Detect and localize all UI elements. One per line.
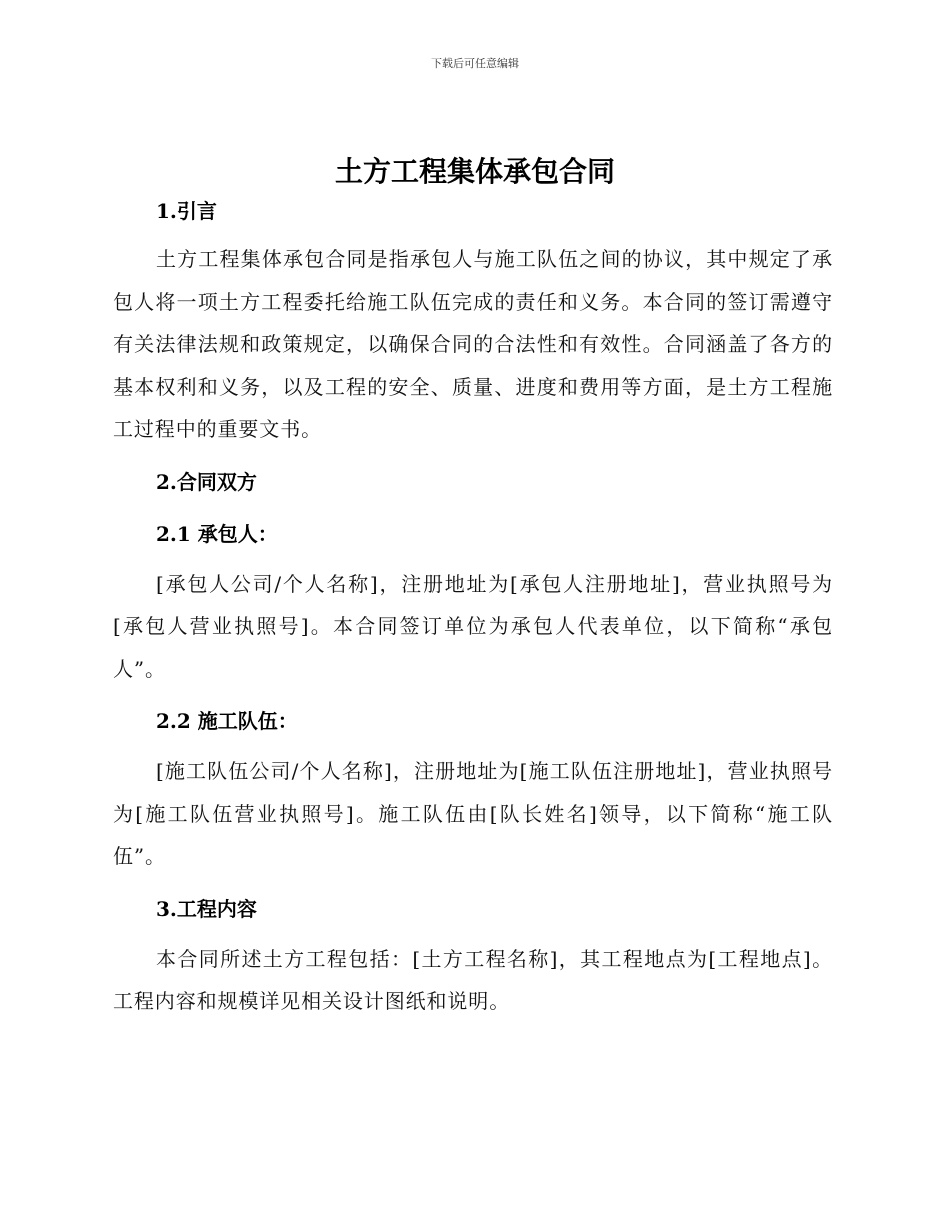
subsection-paragraph-contractor: [承包人公司/个人名称]，注册地址为[承包人注册地址]，营业执照号为[承包人营业执照号]。本合同签订单位为承包人代表单位，以下简称“承包人”。 <box>113 571 833 681</box>
subsection-heading-contractor: 2.1 承包人： <box>156 521 278 546</box>
subsection-heading-construction-team: 2.2 施工队伍： <box>156 709 298 733</box>
section-paragraph-introduction: 土方工程集体承包合同是指承包人与施工队伍之间的协议，其中规定了承包人将一项土方工程委托给施工队伍完成的责任和义务。本合同的签订需遵守有关法律法规和政策规定，以确保合同的合法性和有效性。合同涵盖了各方的基本权利和义务，以及工程的安全、质量、进度和费用等方面，是土方工程施工过程中的重要文书。 <box>113 247 833 441</box>
section-heading-introduction: 1.引言 <box>156 199 217 223</box>
document-body <box>113 190 833 1023</box>
section-heading-work-content: 3.工程内容 <box>156 896 257 921</box>
section-heading-parties: 2.合同双方 <box>156 469 257 494</box>
header-note: 下载后可任意编辑 <box>431 57 519 70</box>
subsection-paragraph-construction-team: [施工队伍公司/个人名称]，注册地址为[施工队伍注册地址]，营业执照号为[施工队伍营业执照号]。施工队伍由[队长姓名]领导，以下简称“施工队伍”。 <box>113 759 833 868</box>
section-paragraph-work-content: 本合同所述土方工程包括：[土方工程名称]，其工程地点为[工程地点]。工程内容和规模详见相关设计图纸和说明。 <box>113 946 833 1013</box>
document-title: 土方工程集体承包合同 <box>334 155 615 188</box>
